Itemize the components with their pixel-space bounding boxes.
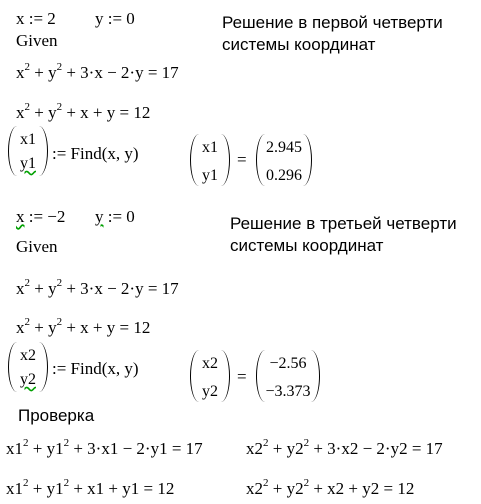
exponent: 2 <box>56 277 63 289</box>
result-value-x1: 2.945 <box>266 139 302 156</box>
plus-sign: + <box>30 318 49 337</box>
find-call-1[interactable]: := Find(x, y) <box>52 144 139 163</box>
var-y: y <box>48 318 57 337</box>
assign-rest: := 0 <box>103 207 135 226</box>
vector-var-y1: y1 <box>20 155 36 172</box>
result-values-1 <box>256 134 312 186</box>
exponent: 2 <box>303 437 310 449</box>
var-x: x <box>16 279 25 298</box>
var-y1: y1 <box>46 479 64 498</box>
plus-sign: + <box>30 103 49 122</box>
plus-sign: + <box>28 479 47 498</box>
exponent: 2 <box>303 477 310 489</box>
equation-tail: + 3·x1 − 2·y1 = 17 <box>69 439 203 458</box>
heading-line-1: Решение в третьей четверти <box>230 214 457 233</box>
plus-sign: + <box>28 439 47 458</box>
var-x: x <box>16 207 25 226</box>
equation-1[interactable] <box>16 277 179 298</box>
heading-line-2: системы координат <box>222 35 376 54</box>
result-value-x2: −2.56 <box>269 355 307 372</box>
var-y: y <box>48 279 57 298</box>
exponent: 2 <box>24 316 30 328</box>
equation-tail: + x + y = 12 <box>62 103 151 122</box>
vector-var-y2: y2 <box>20 371 36 388</box>
solution-heading-1 <box>222 12 443 56</box>
find-call-2[interactable]: := Find(x, y) <box>52 359 139 378</box>
plus-sign: + <box>268 479 287 498</box>
assign-rest: := −2 <box>24 207 66 226</box>
vector-var-x1: x1 <box>20 131 36 148</box>
equation-tail: + 3·x − 2·y = 17 <box>62 63 179 82</box>
exponent: 2 <box>63 477 70 489</box>
find-result-vector-1[interactable] <box>8 126 48 176</box>
var-x1: x1 <box>6 439 23 458</box>
exponent: 2 <box>24 277 30 289</box>
var-x1: x1 <box>6 479 23 498</box>
var-x2: x2 <box>246 479 263 498</box>
vector-var-x2: x2 <box>20 347 36 364</box>
equation-tail: + x1 + y1 = 12 <box>69 479 175 498</box>
result-value-y1: 0.296 <box>266 167 302 184</box>
assign-x[interactable]: x := 2 <box>16 9 56 28</box>
var-y: y <box>48 63 57 82</box>
assign-y[interactable]: y := 0 <box>95 9 135 28</box>
equation-2[interactable] <box>16 101 151 122</box>
equation-tail: + 3·x − 2·y = 17 <box>62 279 179 298</box>
plus-sign: + <box>268 439 287 458</box>
result-vars-1[interactable] <box>190 134 230 186</box>
find-result-vector-2[interactable] <box>8 342 48 392</box>
exponent: 2 <box>263 437 269 449</box>
result-var-y1: y1 <box>202 167 218 184</box>
result-var-x1: x1 <box>202 139 218 156</box>
exponent: 2 <box>24 61 30 73</box>
exponent: 2 <box>263 477 269 489</box>
heading-line-2: системы координат <box>230 236 384 255</box>
check-equation-2[interactable] <box>246 437 443 458</box>
heading-line-1: Решение в первой четверти <box>222 13 443 32</box>
result-vars-2[interactable] <box>190 350 230 402</box>
exponent: 2 <box>63 437 70 449</box>
var-y2: y2 <box>286 439 304 458</box>
result-var-x2: x2 <box>202 355 218 372</box>
exponent: 2 <box>56 61 63 73</box>
equation-tail: + 3·x2 − 2·y2 = 17 <box>309 439 443 458</box>
check-equation-1[interactable] <box>6 437 203 458</box>
var-x: x <box>16 103 25 122</box>
var-y2: y2 <box>286 479 304 498</box>
exponent: 2 <box>23 437 29 449</box>
var-x2: x2 <box>246 439 263 458</box>
plus-sign: + <box>30 63 49 82</box>
exponent: 2 <box>23 477 29 489</box>
equals-sign: = <box>237 150 247 169</box>
equation-tail: + x2 + y2 = 12 <box>309 479 415 498</box>
exponent: 2 <box>56 316 63 328</box>
plus-sign: + <box>30 279 49 298</box>
var-y1: y1 <box>46 439 64 458</box>
check-heading: Проверка <box>18 406 95 425</box>
solution-heading-2 <box>230 213 457 257</box>
check-equation-4[interactable] <box>246 477 415 498</box>
equation-1[interactable] <box>16 61 179 82</box>
exponent: 2 <box>24 101 30 113</box>
given-keyword: Given <box>16 237 58 256</box>
var-x: x <box>16 318 25 337</box>
result-value-y2: −3.373 <box>265 383 311 400</box>
var-x: x <box>16 63 25 82</box>
check-equation-3[interactable] <box>6 477 175 498</box>
result-var-y2: y2 <box>202 383 218 400</box>
var-y: y <box>48 103 57 122</box>
assign-y[interactable] <box>95 208 135 225</box>
var-y: y <box>95 207 104 226</box>
equation-tail: + x + y = 12 <box>62 318 151 337</box>
exponent: 2 <box>56 101 63 113</box>
assign-x[interactable] <box>16 208 65 225</box>
equation-2[interactable] <box>16 316 151 337</box>
result-values-2 <box>256 350 320 402</box>
given-keyword: Given <box>16 31 58 50</box>
equals-sign: = <box>237 367 247 386</box>
